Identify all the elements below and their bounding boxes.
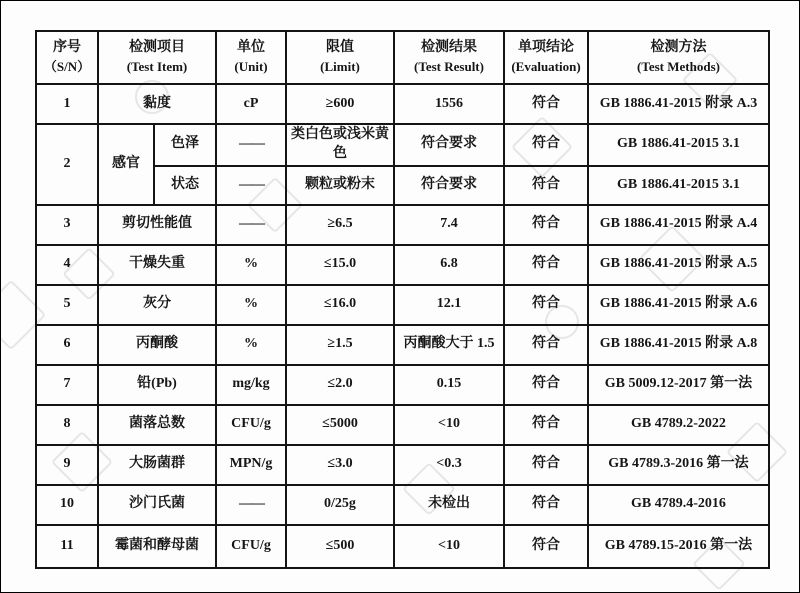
table-row (36, 84, 769, 124)
cell-result: <10 (394, 525, 504, 568)
cell-evaluation: 符合 (504, 205, 588, 245)
cell-limit: ≥1.5 (286, 325, 394, 365)
cell-unit: % (216, 285, 286, 325)
header-result: 检测结果 (Test Result) (394, 31, 504, 84)
cell-serial: 3 (36, 205, 98, 245)
cell-item: 剪切性能值 (98, 205, 216, 245)
cell-method: GB 1886.41-2015 3.1 (588, 166, 769, 205)
cell-method: GB 1886.41-2015 附录 A.3 (588, 84, 769, 124)
table-row (36, 245, 769, 285)
header-item: 检测项目 (Test Item) (98, 31, 216, 84)
table-row (36, 525, 769, 568)
cell-result: 6.8 (394, 245, 504, 285)
cell-serial: 7 (36, 365, 98, 405)
cell-unit: CFU/g (216, 525, 286, 568)
cell-serial: 9 (36, 445, 98, 485)
cell-item: 沙门氏菌 (98, 485, 216, 525)
cell-method: GB 4789.3-2016 第一法 (588, 445, 769, 485)
table-row (36, 205, 769, 245)
cell-serial: 6 (36, 325, 98, 365)
table-row (36, 365, 769, 405)
header-method: 检测方法 (Test Methods) (588, 31, 769, 84)
cell-evaluation: 符合 (504, 445, 588, 485)
cell-item: 丙酮酸 (98, 325, 216, 365)
cell-evaluation: 符合 (504, 285, 588, 325)
cell-method: GB 1886.41-2015 附录 A.6 (588, 285, 769, 325)
cell-unit: mg/kg (216, 365, 286, 405)
cell-serial: 5 (36, 285, 98, 325)
cell-item: 黏度 (98, 84, 216, 124)
cell-unit: MPN/g (216, 445, 286, 485)
cell-serial: 4 (36, 245, 98, 285)
cell-serial: 11 (36, 525, 98, 568)
cell-limit: 颗粒或粉末 (286, 166, 394, 205)
cell-unit: cP (216, 84, 286, 124)
test-results-table (35, 30, 770, 569)
header-unit: 单位 (Unit) (216, 31, 286, 84)
cell-result: 未检出 (394, 485, 504, 525)
table-row (36, 405, 769, 445)
cell-item: 菌落总数 (98, 405, 216, 445)
cell-unit: % (216, 325, 286, 365)
cell-limit: ≤16.0 (286, 285, 394, 325)
cell-evaluation: 符合 (504, 325, 588, 365)
cell-method: GB 4789.2-2022 (588, 405, 769, 445)
cell-evaluation: 符合 (504, 84, 588, 124)
cell-evaluation: 符合 (504, 525, 588, 568)
cell-method: GB 1886.41-2015 附录 A.4 (588, 205, 769, 245)
cell-limit: ≤5000 (286, 405, 394, 445)
cell-evaluation: 符合 (504, 365, 588, 405)
cell-limit: ≤15.0 (286, 245, 394, 285)
cell-result: 符合要求 (394, 124, 504, 166)
cell-limit: ≥600 (286, 84, 394, 124)
cell-method: GB 1886.41-2015 附录 A.8 (588, 325, 769, 365)
cell-method: GB 1886.41-2015 3.1 (588, 124, 769, 166)
cell-result: 12.1 (394, 285, 504, 325)
cell-serial: 10 (36, 485, 98, 525)
cell-result: 1556 (394, 84, 504, 124)
cell-evaluation: 符合 (504, 124, 588, 166)
cell-evaluation: 符合 (504, 485, 588, 525)
cell-limit: ≤3.0 (286, 445, 394, 485)
cell-item-group: 感官 (98, 124, 154, 205)
cell-serial: 1 (36, 84, 98, 124)
cell-item: 干燥失重 (98, 245, 216, 285)
cell-unit: —— (216, 485, 286, 525)
cell-unit: % (216, 245, 286, 285)
cell-unit: —— (216, 205, 286, 245)
header-row (36, 31, 769, 84)
header-serial: 序号 （S/N） (36, 31, 98, 84)
cell-limit: ≥6.5 (286, 205, 394, 245)
cell-evaluation: 符合 (504, 405, 588, 445)
cell-item: 灰分 (98, 285, 216, 325)
cell-evaluation: 符合 (504, 166, 588, 205)
cell-item: 霉菌和酵母菌 (98, 525, 216, 568)
cell-evaluation: 符合 (504, 245, 588, 285)
cell-limit: ≤500 (286, 525, 394, 568)
table-row (36, 124, 769, 166)
header-limit: 限值 (Limit) (286, 31, 394, 84)
table-row (36, 485, 769, 525)
cell-limit: 类白色或浅米黄色 (286, 124, 394, 166)
cell-limit: ≤2.0 (286, 365, 394, 405)
cell-result: 0.15 (394, 365, 504, 405)
table-row (36, 285, 769, 325)
cell-method: GB 5009.12-2017 第一法 (588, 365, 769, 405)
cell-item-sub: 色泽 (154, 124, 216, 166)
cell-serial: 2 (36, 124, 98, 205)
cell-item-sub: 状态 (154, 166, 216, 205)
cell-unit: CFU/g (216, 405, 286, 445)
cell-result: 符合要求 (394, 166, 504, 205)
cell-unit: —— (216, 166, 286, 205)
cell-method: GB 4789.15-2016 第一法 (588, 525, 769, 568)
header-evaluation: 单项结论 (Evaluation) (504, 31, 588, 84)
cell-result: 丙酮酸大于 1.5 (394, 325, 504, 365)
cell-serial: 8 (36, 405, 98, 445)
cell-result: <0.3 (394, 445, 504, 485)
cell-result: <10 (394, 405, 504, 445)
table-row (36, 445, 769, 485)
cell-method: GB 4789.4-2016 (588, 485, 769, 525)
table-row (36, 325, 769, 365)
cell-limit: 0/25g (286, 485, 394, 525)
cell-item: 大肠菌群 (98, 445, 216, 485)
cell-unit: —— (216, 124, 286, 166)
cell-method: GB 1886.41-2015 附录 A.5 (588, 245, 769, 285)
cell-item: 铅(Pb) (98, 365, 216, 405)
cell-result: 7.4 (394, 205, 504, 245)
